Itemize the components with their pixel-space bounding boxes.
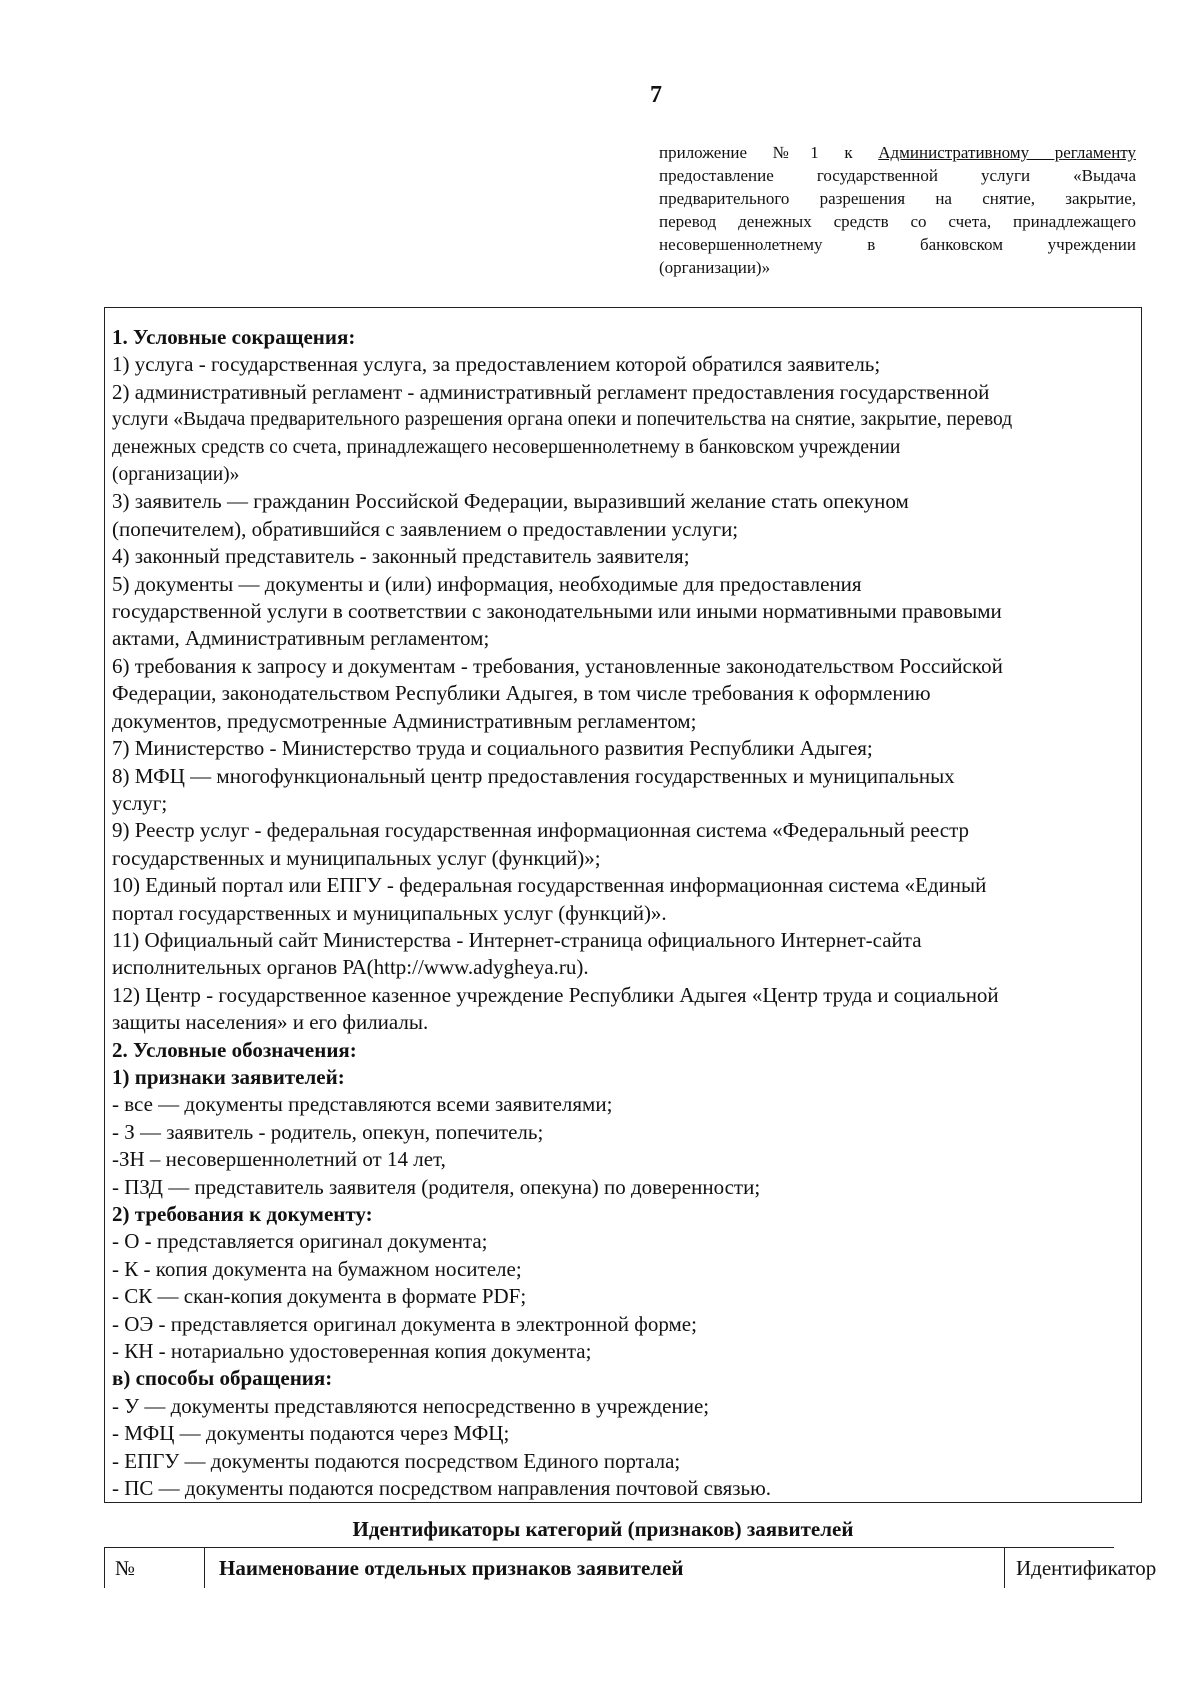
definition-line: (попечителем), обратившийся с заявлением о предоставлении услуги; [112,516,739,541]
annex-line [659,141,1136,164]
annex-line [659,164,1136,187]
definition-line: Федерации, законодательством Республики Адыгея, в том числе требования к оформлению [112,681,931,706]
definition-line: государственной услуги в соответствии с законодательными или иными нормативными правовыми [112,599,1002,624]
definition-line: - К - копия документа на бумажном носителе; [112,1256,522,1281]
definition-line: - У — документы представляются непосредственно в учреждение; [112,1393,710,1418]
definition-line: 2) административный регламент - административный регламент предоставления государственной [112,379,990,404]
definition-line: 9) Реестр услуг - федеральная государственная информационная система «Федеральный реестр [112,818,970,843]
definition-line: - З — заявитель - родитель, опекун, попечитель; [112,1119,544,1144]
definition-line: - МФЦ — документы подаются через МФЦ; [112,1421,510,1446]
definition-line: 10) Единый портал или ЕПГУ - федеральная государственная информационная система «Единый [112,873,987,898]
definition-line: 4) законный представитель - законный представитель заявителя; [112,544,690,569]
definition-line: -ЗН – несовершеннолетний от 14 лет, [112,1147,446,1172]
annex-line-text: несовершеннолетнему в банковском учреждении [659,235,1136,254]
definition-line: - ЕПГУ — документы подаются посредством Единого портала; [112,1448,681,1473]
definition-line: 11) Официальный сайт Министерства - Интернет-страница официального Интернет-сайта [112,927,922,952]
table-header-identifier: Идентификатор [1004,1548,1200,1588]
annex-line-text: предварительного разрешения на снятие, закрытие, [659,189,1136,208]
definition-line: - СК — скан-копия документа в формате PDF; [112,1284,527,1309]
definition-line: - КН - нотариально удостоверенная копия документа; [112,1339,592,1364]
definitions-box [104,307,1142,1503]
annex-line-text: предоставление государственной услуги «Выдача [659,166,1136,185]
definition-line: услуг; [112,790,168,815]
definition-line: 5) документы — документы и (или) информация, необходимые для предоставления [112,571,862,596]
table-header-number: № [104,1548,204,1588]
definition-line: 1) услуга - государственная услуга, за предоставлением которой обратился заявитель; [112,352,881,377]
definition-line: 6) требования к запросу и документам - требования, установленные законодательством Российской [112,653,1003,678]
definition-line: - ОЭ - представляется оригинал документа в электронной форме; [112,1311,697,1336]
annex-line [659,210,1136,233]
definition-line: (организации)» [112,464,240,486]
definition-line: - все — документы представляются всеми заявителями; [112,1092,613,1117]
table-caption: Идентификаторы категорий (признаков) заявителей [352,1517,854,1541]
table-header-name: Наименование отдельных признаков заявителей [204,1548,1004,1588]
annex-header [659,141,1136,279]
section-heading: 2. Условные обозначения: [112,1037,357,1062]
definition-line: документов, предусмотренные Административным регламентом; [112,708,697,733]
annex-line-text: перевод денежных средств со счета, принадлежащего [659,212,1136,231]
definition-line: портал государственных и муниципальных услуг (функций)». [112,900,667,925]
annex-regulation-link: Административному регламенту [878,143,1137,162]
definition-line: актами, Административным регламентом; [112,626,490,651]
section-heading: 1. Условные сокращения: [112,325,356,349]
definition-line: - О - представляется оригинал документа; [112,1229,488,1254]
definition-line: 3) заявитель — гражданин Российской Федерации, выразивший желание стать опекуном [112,489,909,514]
definition-line: исполнительных органов РА(http://www.adygheya.ru). [112,955,589,980]
definition-line: защиты населения» и его филиалы. [112,1010,429,1035]
annex-line-text: (организации)» [659,258,771,277]
definition-line: - ПЗД — представитель заявителя (родителя, опекуна) по доверенности; [112,1174,761,1199]
definition-line: - ПС — документы подаются посредством направления почтовой связью. [112,1476,772,1501]
definition-line: денежных средств со счета, принадлежащего несовершеннолетнему в банковском учреждении [112,436,901,458]
definition-line: государственных и муниципальных услуг (функций)»; [112,845,601,870]
applicant-identifiers-table [104,1547,1157,1588]
section-heading: 1) признаки заявителей: [112,1064,345,1089]
section-heading: в) способы обращения: [112,1366,333,1391]
annex-line [659,233,1136,256]
annex-line [659,256,1136,279]
section-heading: 2) требования к документу: [112,1202,373,1226]
definition-line: услуги «Выдача предварительного разрешения органа опеки и попечительства на снятие, закрытие, перевод [112,409,1013,431]
definition-line: 12) Центр - государственное казенное учреждение Республики Адыгея «Центр труда и социальной [112,982,999,1007]
definition-line: 8) МФЦ — многофункциональный центр предоставления государственных и муниципальных [112,763,955,788]
annex-line-text: приложение №1 к [659,143,879,162]
annex-line [659,187,1136,210]
definition-line: 7) Министерство - Министерство труда и социального развития Республики Адыгея; [112,736,873,761]
